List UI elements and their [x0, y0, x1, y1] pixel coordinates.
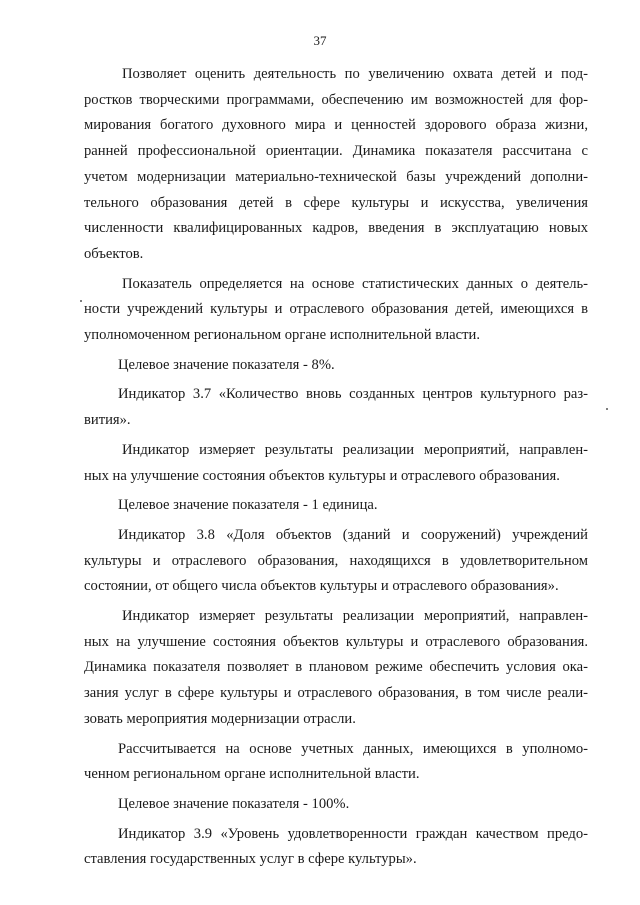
text-line: Позволяет оценить деятельность по увеличению охвата детей и под- — [122, 66, 588, 82]
text-line: Индикатор 3.8 «Доля объектов (зданий и сооружений) учреждений — [118, 526, 588, 543]
paragraph-6 — [84, 493, 588, 519]
text-line: тельного образования детей в сфере культуры и искусства, увеличения — [84, 194, 588, 211]
paragraph-9 — [84, 737, 588, 788]
paragraph-2 — [84, 272, 588, 349]
text-line: Индикатор измеряет результаты реализации мероприятий, направлен- — [122, 608, 588, 625]
text-line: ных на улучшение состояния объектов культуры и отраслевого образования. — [84, 467, 560, 484]
paragraph-3 — [84, 353, 588, 379]
paragraph-4 — [84, 382, 588, 433]
text-line: мирования богатого духовного мира и ценностей здорового образа жизни, — [84, 117, 588, 134]
text-line: ченном региональном органе исполнительной власти. — [84, 766, 420, 783]
text-line: состоянии, от общего числа объектов культуры и отраслевого образования». — [84, 578, 559, 595]
text-line: учетом модернизации материально-технической базы учреждений дополни- — [84, 168, 588, 185]
paragraph-1 — [84, 62, 588, 268]
text-line: культуры и отраслевого образования, находящихся в удовлетворительном — [84, 552, 588, 569]
text-line: Целевое значение показателя - 8%. — [118, 356, 335, 373]
text-line: зовать мероприятия модернизации отрасли. — [84, 710, 356, 727]
text-line: Индикатор измеряет результаты реализации мероприятий, направлен- — [122, 441, 588, 458]
text-line: Целевое значение показателя - 100%. — [118, 795, 350, 812]
paragraph-10 — [84, 792, 588, 818]
text-line: ности учреждений культуры и отраслевого образования детей, имеющихся в — [84, 301, 588, 318]
text-line: объектов. — [84, 245, 144, 262]
text-line: Целевое значение показателя - 1 единица. — [118, 497, 378, 514]
paragraph-8 — [84, 604, 588, 733]
text-line: численности квалифицированных кадров, введения в эксплуатацию новых — [84, 220, 588, 237]
text-line: зания услуг в сфере культуры и отраслевого образования, в том числе реали- — [84, 685, 588, 702]
paragraph-5 — [84, 438, 588, 489]
text-line: ных на улучшение состояния объектов культуры и отраслевого образования. — [84, 633, 588, 650]
text-line: Индикатор 3.7 «Количество вновь созданных центров культурного раз- — [118, 386, 588, 403]
document-body — [84, 62, 588, 873]
text-line: уполномоченном региональном органе исполнительной власти. — [84, 327, 480, 344]
text-line: Динамика показателя позволяет в плановом режиме обеспечить условия ока- — [84, 659, 588, 676]
text-line: ставления государственных услуг в сфере культуры». — [84, 851, 417, 868]
text-line: ростков творческими программами, обеспечению им возможностей для фор- — [84, 91, 588, 108]
paragraph-11 — [84, 822, 588, 873]
scan-speck — [80, 300, 82, 302]
text-line: Рассчитывается на основе учетных данных, имеющихся в уполномо- — [118, 740, 588, 757]
text-line: ранней профессиональной ориентации. Динамика показателя рассчитана с — [84, 143, 588, 160]
text-line: вития». — [84, 412, 131, 429]
paragraph-7 — [84, 523, 588, 600]
page-number: 37 — [313, 33, 327, 48]
scan-speck — [606, 408, 608, 410]
text-line: Индикатор 3.9 «Уровень удовлетворенности граждан качеством предо- — [118, 825, 588, 842]
text-line: Показатель определяется на основе статистических данных о деятель- — [122, 275, 588, 292]
